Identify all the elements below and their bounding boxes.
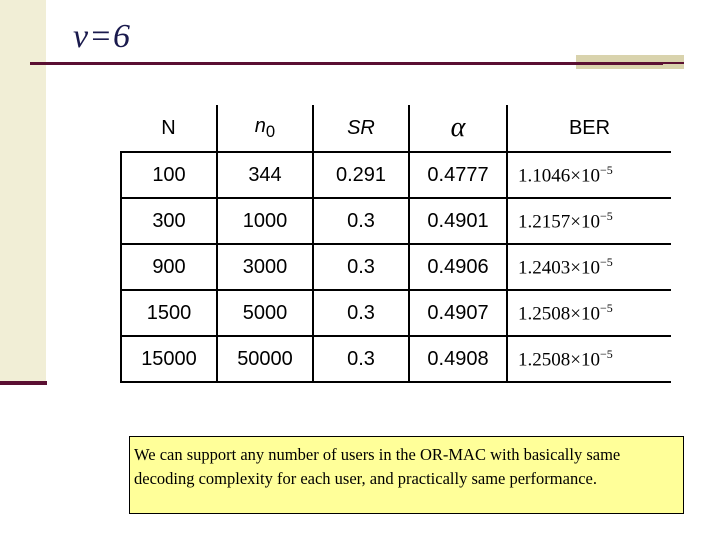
ber-mantissa: 1.2157×10 [518, 211, 600, 233]
table-row [121, 336, 671, 382]
cell-sr: 0.3 [313, 290, 409, 336]
cell-ber [507, 244, 671, 290]
cell-n0: 5000 [217, 290, 313, 336]
header-n: N [121, 105, 217, 152]
cell-ber [507, 198, 671, 244]
title-rule-accent-line [576, 62, 684, 64]
header-n0-sub: 0 [265, 121, 276, 141]
cell-alpha: 0.4907 [409, 290, 507, 336]
cell-n: 1500 [121, 290, 217, 336]
ber-exponent: −5 [599, 254, 613, 269]
sidebar-rule [0, 381, 47, 385]
cell-sr: 0.3 [313, 244, 409, 290]
header-alpha-symbol: α [450, 112, 466, 143]
cell-ber [507, 290, 671, 336]
cell-n0: 344 [217, 152, 313, 198]
cell-alpha: 0.4901 [409, 198, 507, 244]
header-alpha [409, 105, 507, 152]
ber-mantissa: 1.2403×10 [518, 257, 600, 279]
slide-title: v=6 [73, 18, 132, 55]
cell-ber [507, 152, 671, 198]
cell-n: 300 [121, 198, 217, 244]
title-rule [30, 62, 663, 65]
ber-exponent: −5 [599, 346, 613, 361]
cell-sr: 0.3 [313, 198, 409, 244]
ber-exponent: −5 [599, 300, 613, 315]
table-row [121, 198, 671, 244]
cell-n0: 3000 [217, 244, 313, 290]
cell-n0: 50000 [217, 336, 313, 382]
table-row [121, 152, 671, 198]
table-row [121, 244, 671, 290]
sidebar-band [0, 0, 46, 383]
cell-n: 900 [121, 244, 217, 290]
table-row [121, 290, 671, 336]
note-box: We can support any number of users in the OR-MAC with basically same decoding complexity for each user, and practically same performance. [129, 436, 684, 514]
results-table [120, 105, 671, 383]
header-ber: BER [507, 105, 671, 152]
cell-sr: 0.291 [313, 152, 409, 198]
cell-ber [507, 336, 671, 382]
ber-exponent: −5 [599, 162, 613, 177]
header-sr: SR [313, 105, 409, 152]
header-n0-base: n [254, 114, 266, 137]
ber-exponent: −5 [599, 208, 613, 223]
cell-alpha: 0.4908 [409, 336, 507, 382]
cell-n: 15000 [121, 336, 217, 382]
ber-mantissa: 1.2508×10 [518, 349, 600, 371]
ber-mantissa: 1.2508×10 [518, 303, 600, 325]
header-n0 [217, 105, 313, 152]
cell-alpha: 0.4777 [409, 152, 507, 198]
ber-mantissa: 1.1046×10 [518, 165, 600, 187]
cell-n: 100 [121, 152, 217, 198]
cell-alpha: 0.4906 [409, 244, 507, 290]
table-header-row [121, 105, 671, 152]
cell-sr: 0.3 [313, 336, 409, 382]
cell-n0: 1000 [217, 198, 313, 244]
